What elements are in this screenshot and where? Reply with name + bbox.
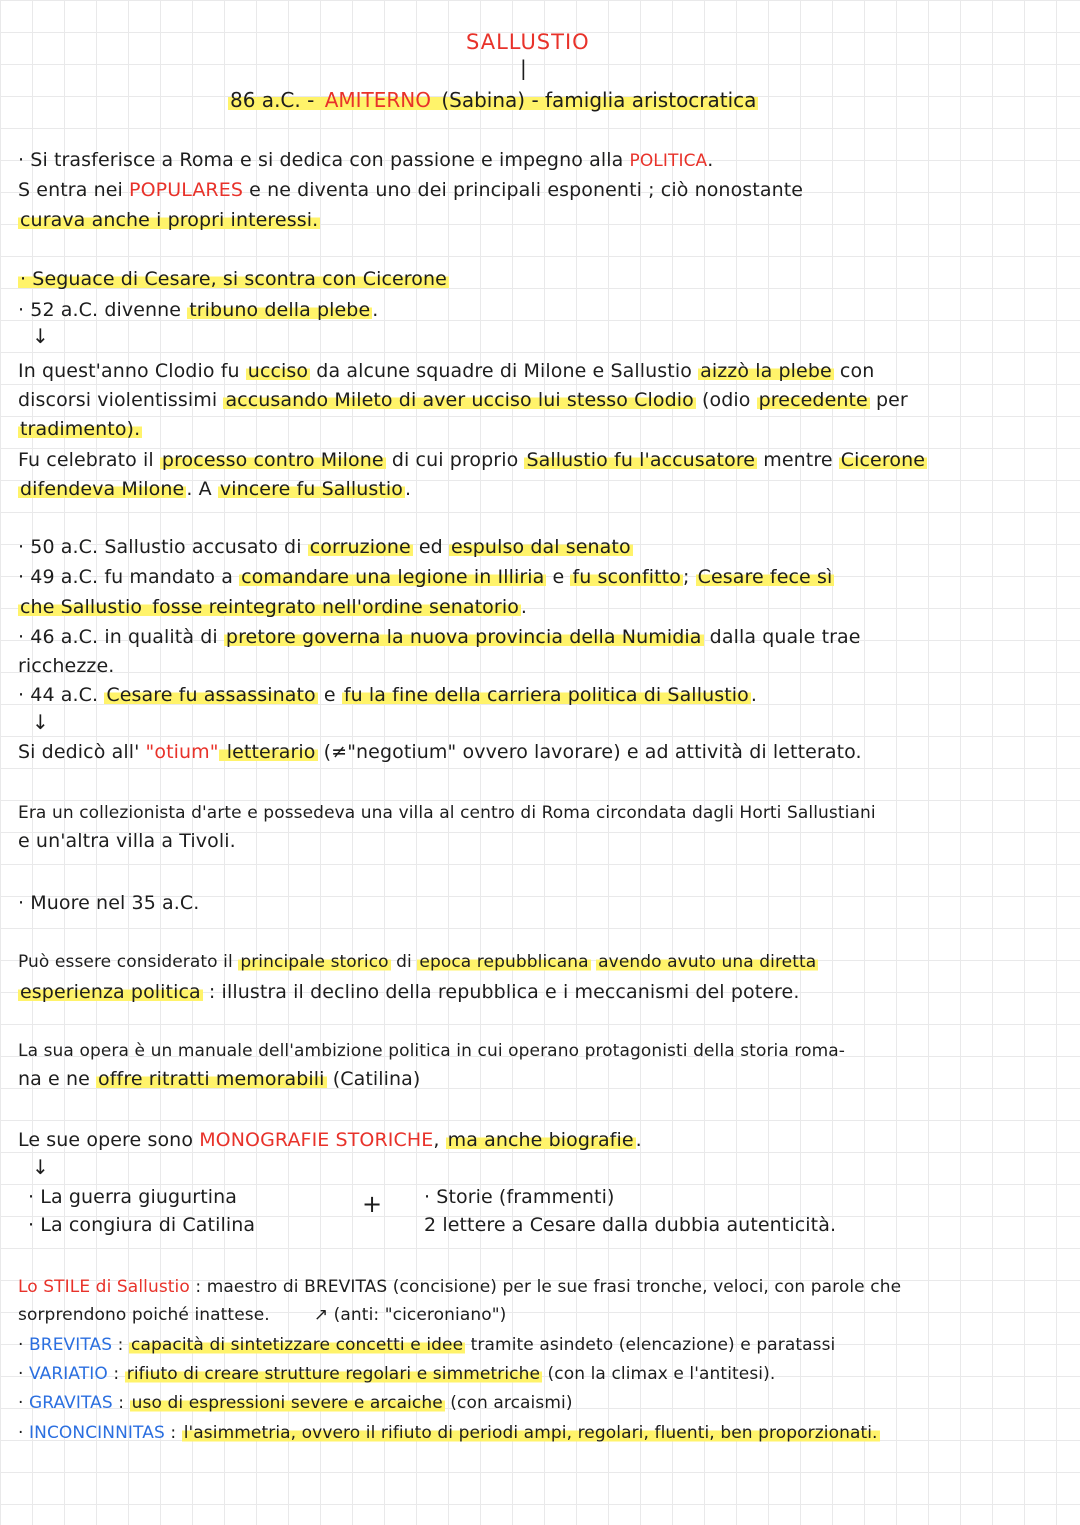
p4-highlight: che Sallustio xyxy=(20,596,149,618)
origin-line xyxy=(228,88,758,112)
stile-keyword: STILE di Sallustio xyxy=(43,1277,190,1297)
p3-text: discorsi violentissimi xyxy=(18,389,224,411)
p4-highlight: corruzione xyxy=(309,536,411,558)
p1-text: curava anche i propri interessi. xyxy=(20,209,319,231)
p3-text: di cui proprio xyxy=(385,449,525,471)
style-highlight: uso di espressioni severe e arcaiche xyxy=(131,1393,443,1413)
tribune-highlight: tribuno della plebe xyxy=(189,299,371,321)
p4-highlight: pretore governa la nuova provincia della Numidia xyxy=(225,626,702,648)
p4-text: . xyxy=(520,596,528,618)
p5-text: Era un collezionista d'arte e possedeva una villa al centro di Roma circondata dagli Horti Sallustiani xyxy=(18,803,876,823)
p3-text: In quest'anno Clodio fu xyxy=(18,360,246,382)
p1-text: . xyxy=(707,149,714,171)
p6-text: (Catilina) xyxy=(326,1068,421,1090)
p4-text: e xyxy=(317,684,342,706)
page-title: SALLUSTIO xyxy=(466,30,590,54)
p3-highlight: Sallustio fu l'accusatore xyxy=(526,449,756,471)
p4-text: dalla quale trae xyxy=(703,626,861,648)
p4-text: · 44 a.C. xyxy=(18,684,105,706)
p4-text: · 50 a.C. Sallustio accusato di xyxy=(18,536,308,558)
p1-line3 xyxy=(18,205,320,235)
plus-icon: + xyxy=(362,1190,383,1218)
death-line xyxy=(18,888,199,918)
p4-highlight: espulso dal senato xyxy=(450,536,631,558)
style-text: (con arcaismi) xyxy=(444,1393,573,1413)
work-item xyxy=(28,1182,237,1212)
p3-highlight: precedente xyxy=(758,389,868,411)
brevitas-line: · BREVITAS : capacità di sintetizzare concetti e idee tramite asindeto (elencazione) e paratassi xyxy=(18,1335,836,1355)
work-title: · La guerra giugurtina xyxy=(28,1186,238,1208)
p4-line3 xyxy=(18,592,527,622)
p4-text: e xyxy=(546,566,571,588)
p6-text: La sua opera è un manuale dell'ambizione politica in cui operano protagonisti della storia roma- xyxy=(18,1041,846,1061)
p2-text: . xyxy=(372,299,379,321)
p3-text: per xyxy=(869,389,908,411)
origin-date: 86 a.C. - xyxy=(230,88,321,112)
p4-highlight: fosse reintegrato nell'ordine senatorio xyxy=(152,596,519,618)
p3-highlight: processo contro Milone xyxy=(161,449,384,471)
arrow-down-icon: ↓ xyxy=(32,710,49,734)
style-text: tramite asindeto (elencazione) e paratassi xyxy=(465,1335,836,1355)
p1-text: S entra nei xyxy=(18,179,130,201)
p5-line2 xyxy=(18,826,236,856)
origin-rest: (Sabina) - famiglia aristocratica xyxy=(434,88,757,112)
style-text: sorprendono poiché inattese. xyxy=(18,1305,270,1325)
p4-highlight: Cesare fu assassinato xyxy=(106,684,316,706)
p4-text: ; xyxy=(682,566,696,588)
p3-text: mentre xyxy=(757,449,839,471)
p4-text: ricchezze. xyxy=(18,655,115,677)
work-item xyxy=(424,1210,836,1240)
style-line1 xyxy=(18,1272,901,1302)
p4-highlight: fu sconfitto xyxy=(572,566,681,588)
politica-keyword: POLITICA xyxy=(629,151,708,171)
p4-text: . xyxy=(750,684,758,706)
p2-line2 xyxy=(18,295,378,325)
p3-text: . A xyxy=(186,478,218,500)
p1-text: · Si trasferisce a Roma e si dedica con passione e impegno alla xyxy=(18,149,630,171)
inconcinnitas-line: · INCONCINNITAS : l'asimmetria, ovvero il rifiuto di periodi ampi, regolari, fluenti, ben proporzionati. xyxy=(18,1423,878,1443)
p1-text: e ne diventa uno dei principali esponenti ; ciò nonostante xyxy=(243,179,804,201)
p4-line1 xyxy=(18,532,633,562)
p3-line1 xyxy=(18,356,874,386)
p6-text: : illustra il declino della repubblica e i meccanismi del potere. xyxy=(202,981,800,1003)
p3-text: Fu celebrato il xyxy=(18,449,160,471)
style-text: : maestro di BREVITAS (concisione) per le sue frasi tronche, veloci, con parole che xyxy=(189,1277,902,1297)
p3-text: con xyxy=(833,360,875,382)
p3-text: da alcune squadre di Milone e Sallustio xyxy=(310,360,699,382)
style-line2 xyxy=(18,1300,506,1330)
p1-line2 xyxy=(18,175,803,205)
style-highlight: l'asimmetria, ovvero il rifiuto di periodi ampi, regolari, fluenti, ben proporzionati. xyxy=(183,1423,878,1443)
work-title: · La congiura di Catilina xyxy=(28,1214,256,1236)
p3-highlight: vincere fu Sallustio xyxy=(219,478,404,500)
work-item xyxy=(424,1182,614,1212)
p4-text: Si dedicò all' xyxy=(18,741,146,763)
p4-line6 xyxy=(18,680,757,710)
p4-line2 xyxy=(18,562,834,592)
p3-text: . xyxy=(405,478,412,500)
p4-highlight: letterario xyxy=(220,741,316,763)
p6-highlight: offre ritratti memorabili xyxy=(98,1068,325,1090)
p5-text: e un'altra villa a Tivoli. xyxy=(18,830,236,852)
p5-line1 xyxy=(18,798,876,828)
p3-highlight: aizzò la plebe xyxy=(700,360,832,382)
p3-highlight: difendeva Milone xyxy=(20,478,185,500)
p3-text: (odio xyxy=(695,389,757,411)
style-text: ↗ (anti: "ciceroniano") xyxy=(313,1305,507,1325)
p6-line4 xyxy=(18,1064,420,1094)
p4-highlight: Cesare fece sì xyxy=(697,566,833,588)
populares-keyword: POPULARES xyxy=(129,179,243,201)
gravitas-label: GRAVITAS xyxy=(29,1393,113,1413)
arrow-down-icon: ↓ xyxy=(32,1155,49,1179)
p6-highlight: esperienza politica xyxy=(20,981,201,1003)
p1-line1 xyxy=(18,145,713,176)
style-text: (con la climax e l'antitesi). xyxy=(542,1364,776,1384)
p4-highlight: fu la fine della carriera politica di Sallustio xyxy=(343,684,749,706)
p3-line2 xyxy=(18,385,908,415)
p4-text: · 46 a.C. in qualità di xyxy=(18,626,224,648)
arrow-down-icon: ↓ xyxy=(32,324,49,348)
work-item xyxy=(28,1210,255,1240)
origin-place: AMITERNO xyxy=(324,88,431,112)
works-text: , xyxy=(433,1129,446,1151)
p6-highlight: avendo avuto una diretta xyxy=(598,952,817,972)
otium-keyword: "otium" xyxy=(145,741,219,763)
p3-line5 xyxy=(18,474,411,504)
p4-text: ed xyxy=(412,536,449,558)
title-connector: | xyxy=(520,56,527,80)
brevitas-label: BREVITAS xyxy=(29,1335,113,1355)
p4-line4 xyxy=(18,622,861,652)
p6-highlight: epoca repubblicana xyxy=(419,952,589,972)
p6-line2 xyxy=(18,977,799,1007)
p3-highlight: ucciso xyxy=(247,360,309,382)
p4-highlight: comandare una legione in Illiria xyxy=(241,566,545,588)
inconcinnitas-label: INCONCINNITAS xyxy=(29,1423,165,1443)
p6-line1 xyxy=(18,947,818,977)
monografie-keyword: MONOGRAFIE STORICHE xyxy=(199,1129,434,1151)
p3-line3 xyxy=(18,414,142,444)
p6-text: di xyxy=(390,952,418,972)
p2-text: · Seguace di Cesare, si scontra con Cicerone xyxy=(20,268,447,290)
variatio-line: · VARIATIO : rifiuto di creare strutture regolari e simmetriche (con la climax e l'antitesi). xyxy=(18,1364,776,1384)
p6-text: Può essere considerato il xyxy=(18,952,239,972)
gravitas-line: · GRAVITAS : uso di espressioni severe e arcaiche (con arcaismi) xyxy=(18,1393,573,1413)
style-highlight: rifiuto di creare strutture regolari e simmetriche xyxy=(126,1364,541,1384)
variatio-label: VARIATIO xyxy=(29,1364,108,1384)
p4-line5 xyxy=(18,651,114,681)
p4-text: · 49 a.C. fu mandato a xyxy=(18,566,240,588)
works-text: Le sue opere sono xyxy=(18,1129,200,1151)
works-text: . xyxy=(635,1129,642,1151)
style-text: Lo xyxy=(18,1277,44,1297)
style-highlight: capacità di sintetizzare concetti e idee xyxy=(131,1335,464,1355)
work-title: · Storie (frammenti) xyxy=(424,1186,615,1208)
p3-line4 xyxy=(18,445,927,475)
p3-highlight: accusando Mileto di aver ucciso lui stesso Clodio xyxy=(225,389,694,411)
work-title: 2 lettere a Cesare dalla dubbia autenticità. xyxy=(424,1214,837,1236)
p2-text: · 52 a.C. divenne xyxy=(18,299,188,321)
p3-highlight: Cicerone xyxy=(840,449,925,471)
p6-highlight: principale storico xyxy=(240,952,389,972)
works-line xyxy=(18,1125,642,1155)
p6-text: na e ne xyxy=(18,1068,97,1090)
p4-line7 xyxy=(18,737,862,767)
p4-text: (≠"negotium" ovvero lavorare) e ad attività di letterato. xyxy=(317,741,862,763)
p5-text: · Muore nel 35 a.C. xyxy=(18,892,200,914)
p2-line1 xyxy=(18,264,449,294)
works-highlight: ma anche biografie xyxy=(447,1129,634,1151)
p3-highlight: tradimento). xyxy=(20,418,141,440)
p6-line3 xyxy=(18,1036,845,1066)
